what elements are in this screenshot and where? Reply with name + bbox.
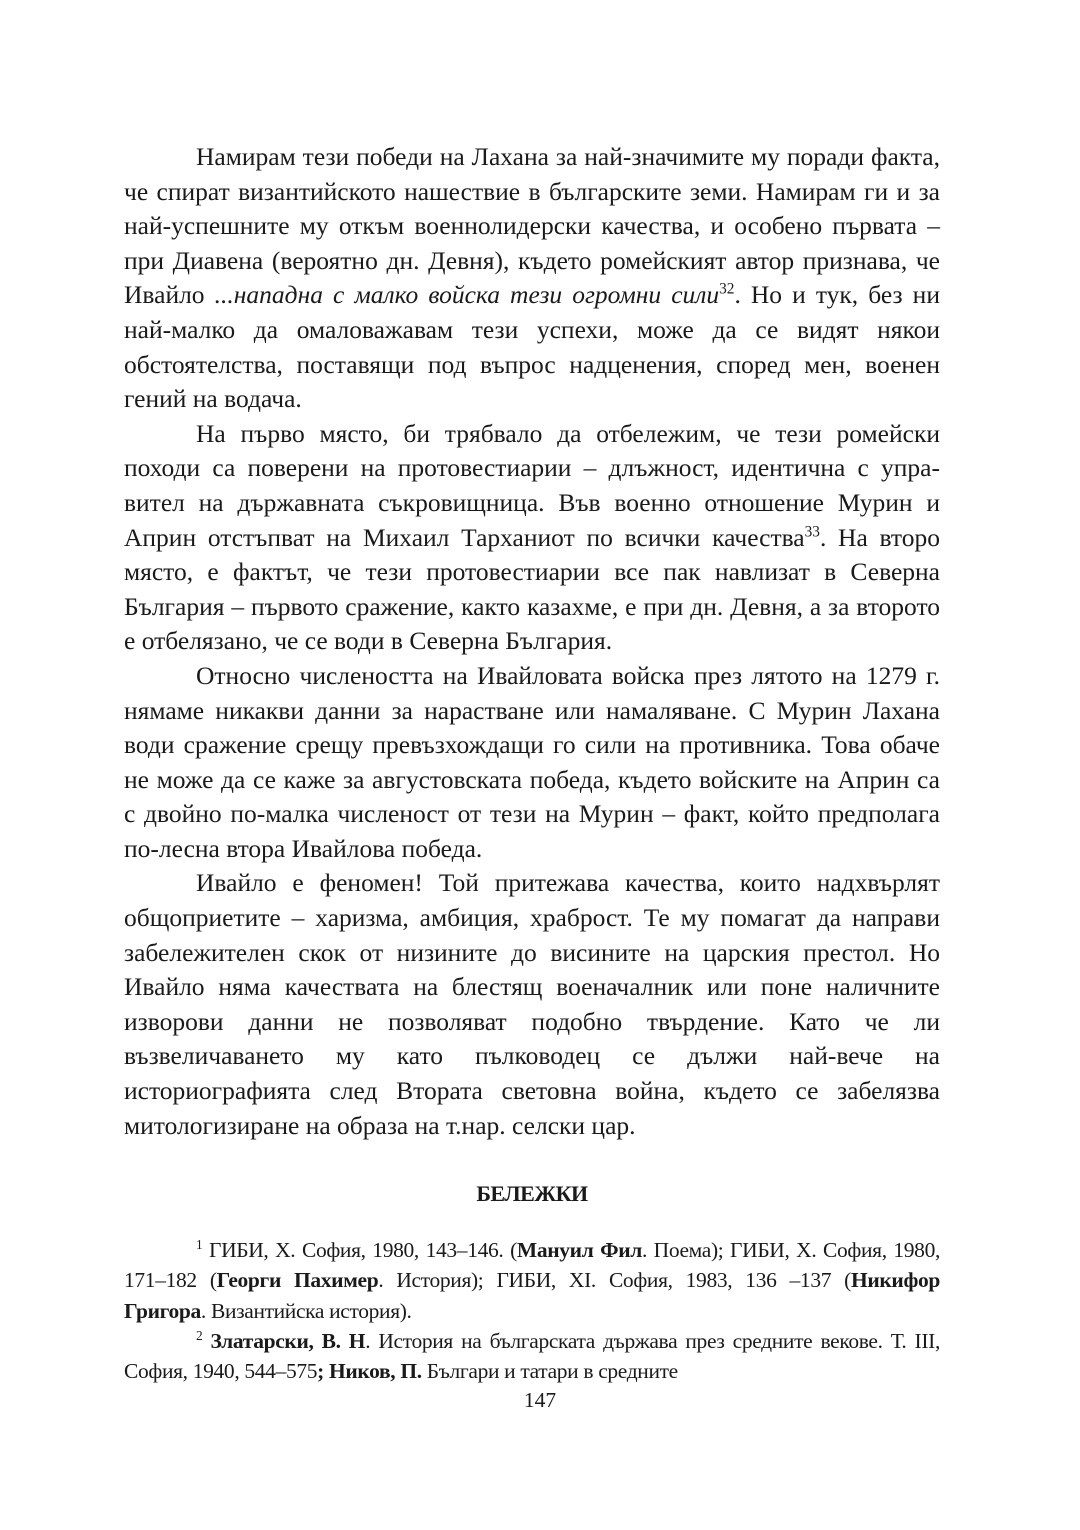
text-run: Относно числеността на Ивайловата войска през лятото на 1279 г. нямаме никакви данни за нарастване или намаляване. С Мурин Лахана води сражение срещу превъзхождащи го сили на противника. Това обаче не може да се каже за августовската победа, където войските на Априн са с двойно по-малка численост от тези на Мурин – факт, който предполага по-лесна втора Ивайлова победа. (124, 660, 940, 863)
text-run: Намирам тези победи на Лахана за най-значимите му поради факта, че спират византийското нашествие в българските земи. Намирам ги и за най-успешните му откъм военнолидерски качества, и особено първата – при Диавена (вероятно дн. Девня), където ромейският автор признава, че Ивайло (124, 142, 940, 310)
body-text (124, 140, 940, 1143)
text-run: Никифор Григора (124, 1268, 940, 1323)
paragraph (124, 659, 940, 867)
notes-heading: БЕЛЕЖКИ (476, 1181, 588, 1207)
footnote (124, 1326, 940, 1386)
footnote-ref: 32 (719, 280, 735, 298)
text-run: ГИБИ, Х. София, 1980, 143–146. ( (202, 1238, 517, 1263)
text-run: ; Ников, П. (317, 1359, 422, 1384)
text-run: Ивайло е феномен! Той притежава качества, които надхвърлят общоприетите – харизма, амбиция, храброст. Те му помагат да направи забележителен скок от низините до висините на царския престол. Но Ивайло няма качествата на блестящ военачалник или поне наличните изворови данни не позволяват подобно твърдение. Като че ли възвеличаването му като пълководец се дължи най-вече на историографията след Втората световна война, където се забелязва митологизиране на образа на т.нар. селски цар. (124, 868, 940, 1140)
text-run: . На второ място, е фактът, че тези протовестиарии все пак навлизат в Северна България – първото сражение, както казахме, е при дн. Девня, а за второто е отбелязано, че се води в Северна България. (124, 522, 940, 656)
paragraph (124, 140, 940, 417)
text-run: На първо място, би трябвало да отбележим, че тези ромейски походи са поверени на протовестиарии – длъжност, идентична с управител на държавната съкровищница. Във военно отношение Мурин и Априн отстъпват на Михаил Тарханиот по всички качества (124, 418, 940, 552)
text-run: . История на българската държава през средните векове. Т. III, София, 1940, 544–575 (124, 1328, 941, 1384)
footnote-ref: 2 (196, 1327, 203, 1343)
text-run: Георги Пахимер (216, 1268, 379, 1293)
text-run: . Византийска история). (200, 1298, 412, 1323)
footnote-ref: 1 (196, 1237, 203, 1253)
footnote (124, 1235, 940, 1326)
text-run: . Но и тук, без ни най-малко да омаловажавам тези успехи, може да се видят някои обстоятелства, поставящи под въпрос надценения, според мен, военен гений на водача. (124, 280, 940, 414)
notes-list (124, 1235, 940, 1386)
text-run: Златарски, В. Н (210, 1328, 366, 1353)
footnote-ref: 33 (804, 523, 820, 541)
page-content (124, 140, 940, 1386)
paragraph (124, 866, 940, 1143)
text-run: . Поема); ГИБИ, Х. София, 1980, 171–182 ( (124, 1238, 941, 1293)
page-number: 147 (523, 1388, 557, 1412)
text-run: Мануил Фил (516, 1238, 642, 1263)
text-run: . История); ГИБИ, ХI. София, 1983, 136 –137 ( (378, 1268, 851, 1293)
paragraph (124, 417, 940, 659)
text-run: Българи и татари в средните (421, 1359, 678, 1384)
text-run: ...нападна с малко войска тези огромни сили (214, 280, 720, 310)
